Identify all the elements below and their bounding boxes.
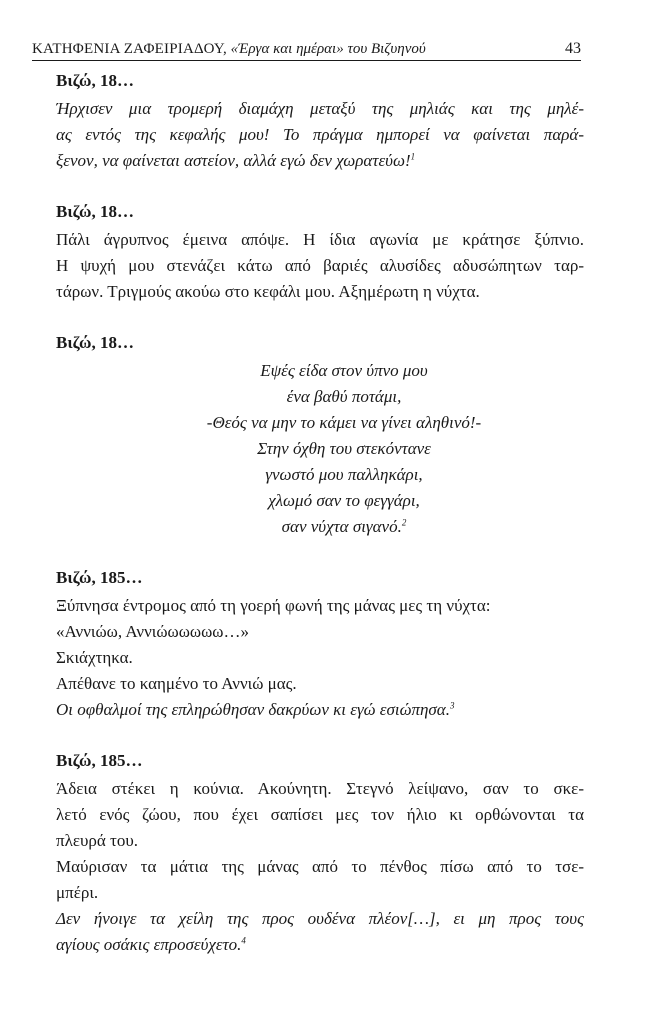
text-line: Πάλι άγρυπνος έμεινα απόψε. Η ίδια αγωνία με κράτησε ξύπνιο.: [56, 230, 584, 249]
text-line-content: ξενον, να φαίνεται αστείον, αλλά εγώ δεν χωρατεύω!: [56, 151, 411, 170]
text-line-italic: [56, 697, 584, 723]
text-line: Άδεια στέκει η κούνια. Ακούνητη. Στεγνό λείψανο, σαν το σκε-: [56, 779, 584, 798]
text-line: ας εντός της κεφαλής μου! Το πράγμα ημπορεί να φαίνεται παρά-: [56, 125, 584, 144]
poem-line: γνωστό μου παλληκάρι,: [265, 465, 423, 484]
poem: [104, 358, 584, 540]
diary-entry-5: [56, 748, 584, 958]
page-number: 43: [565, 40, 581, 57]
diary-entry-2: [56, 199, 584, 305]
text-line-content: αγίους οσάκις επροσεύχετο.: [56, 935, 242, 954]
footnote-marker: 1: [410, 151, 416, 162]
entry-heading: Βιζώ, 185…: [56, 751, 143, 770]
text-line: «Αννιώω, Αννιώωωωωω…»: [56, 622, 250, 641]
entry-heading: Βιζώ, 18…: [56, 333, 134, 352]
diary-entry-3: [56, 330, 584, 540]
diary-entry-4: [56, 565, 584, 723]
poem-line: -Θεός να μην το κάμει να γίνει αληθινό!-: [206, 413, 482, 432]
text-line: τάρων. Τριγμούς ακούω στο κεφάλι μου. Αξημέρωτη η νύχτα.: [56, 282, 480, 301]
entry-heading: Βιζώ, 18…: [56, 202, 134, 221]
page-body: [56, 68, 584, 975]
poem-line-last: [104, 514, 584, 540]
poem-line: Στην όχθη του στεκόντανε: [257, 439, 431, 458]
footnote-marker: 2: [401, 517, 407, 528]
poem-line: ένα βαθύ ποτάμι,: [286, 387, 402, 406]
text-line: Απέθανε το καημένο το Αννιώ μας.: [56, 674, 297, 693]
text-line: Μαύρισαν τα μάτια της μάνας από το πένθος πίσω από το τσε-: [56, 857, 584, 876]
footnote-marker: 4: [241, 935, 246, 946]
entry-text: [56, 227, 584, 305]
poem-line: Εψές είδα στον ύπνο μου: [260, 361, 428, 380]
poem-line: χλωμό σαν το φεγγάρι,: [268, 491, 420, 510]
text-line: Ήρχισεν μια τρομερή διαμάχη μεταξύ της μηλιάς και της μηλέ-: [56, 99, 584, 118]
header-author: ΚΑΤΗΦΕΝΙΑ ΖΑΦΕΙΡΙΑΔΟΥ,: [32, 41, 227, 57]
entry-heading: Βιζώ, 185…: [56, 568, 143, 587]
entry-heading: Βιζώ, 18…: [56, 71, 134, 90]
text-line-last: [56, 148, 584, 174]
text-line: Η ψυχή μου στενάζει κάτω από βαριές αλυσίδες αδυσώπητων ταρ-: [56, 256, 584, 275]
text-line: πλευρά του.: [56, 831, 139, 850]
running-header: [32, 38, 581, 61]
entry-text: [56, 593, 584, 723]
text-line: Ξύπνησα έντρομος από τη γοερή φωνή της μάνας μες τη νύχτα:: [56, 596, 491, 615]
text-line: Σκιάχτηκα.: [56, 648, 133, 667]
entry-text: [56, 96, 584, 174]
text-line: μπέρι.: [56, 883, 99, 902]
text-line-italic: Δεν ήνοιγε τα χείλη της προς ουδένα πλέον[…], ει μη προς τους: [56, 909, 584, 928]
header-left: [32, 41, 426, 58]
poem-line-content: σαν νύχτα σιγανό.: [281, 517, 402, 536]
text-line: λετό ενός ζώου, που έχει σαπίσει μες τον ήλιο κι ορθώνονται τα: [56, 805, 584, 824]
header-title: «Έργα και ημέραι» του Βιζυηνού: [230, 41, 426, 57]
text-line-italic-last: [56, 932, 584, 958]
text-line-content: Οι οφθαλμοί της επληρώθησαν δακρύων κι εγώ εσιώπησα.: [56, 700, 450, 719]
footnote-marker: 3: [449, 700, 455, 711]
entry-text: [56, 776, 584, 958]
diary-entry-1: [56, 68, 584, 174]
